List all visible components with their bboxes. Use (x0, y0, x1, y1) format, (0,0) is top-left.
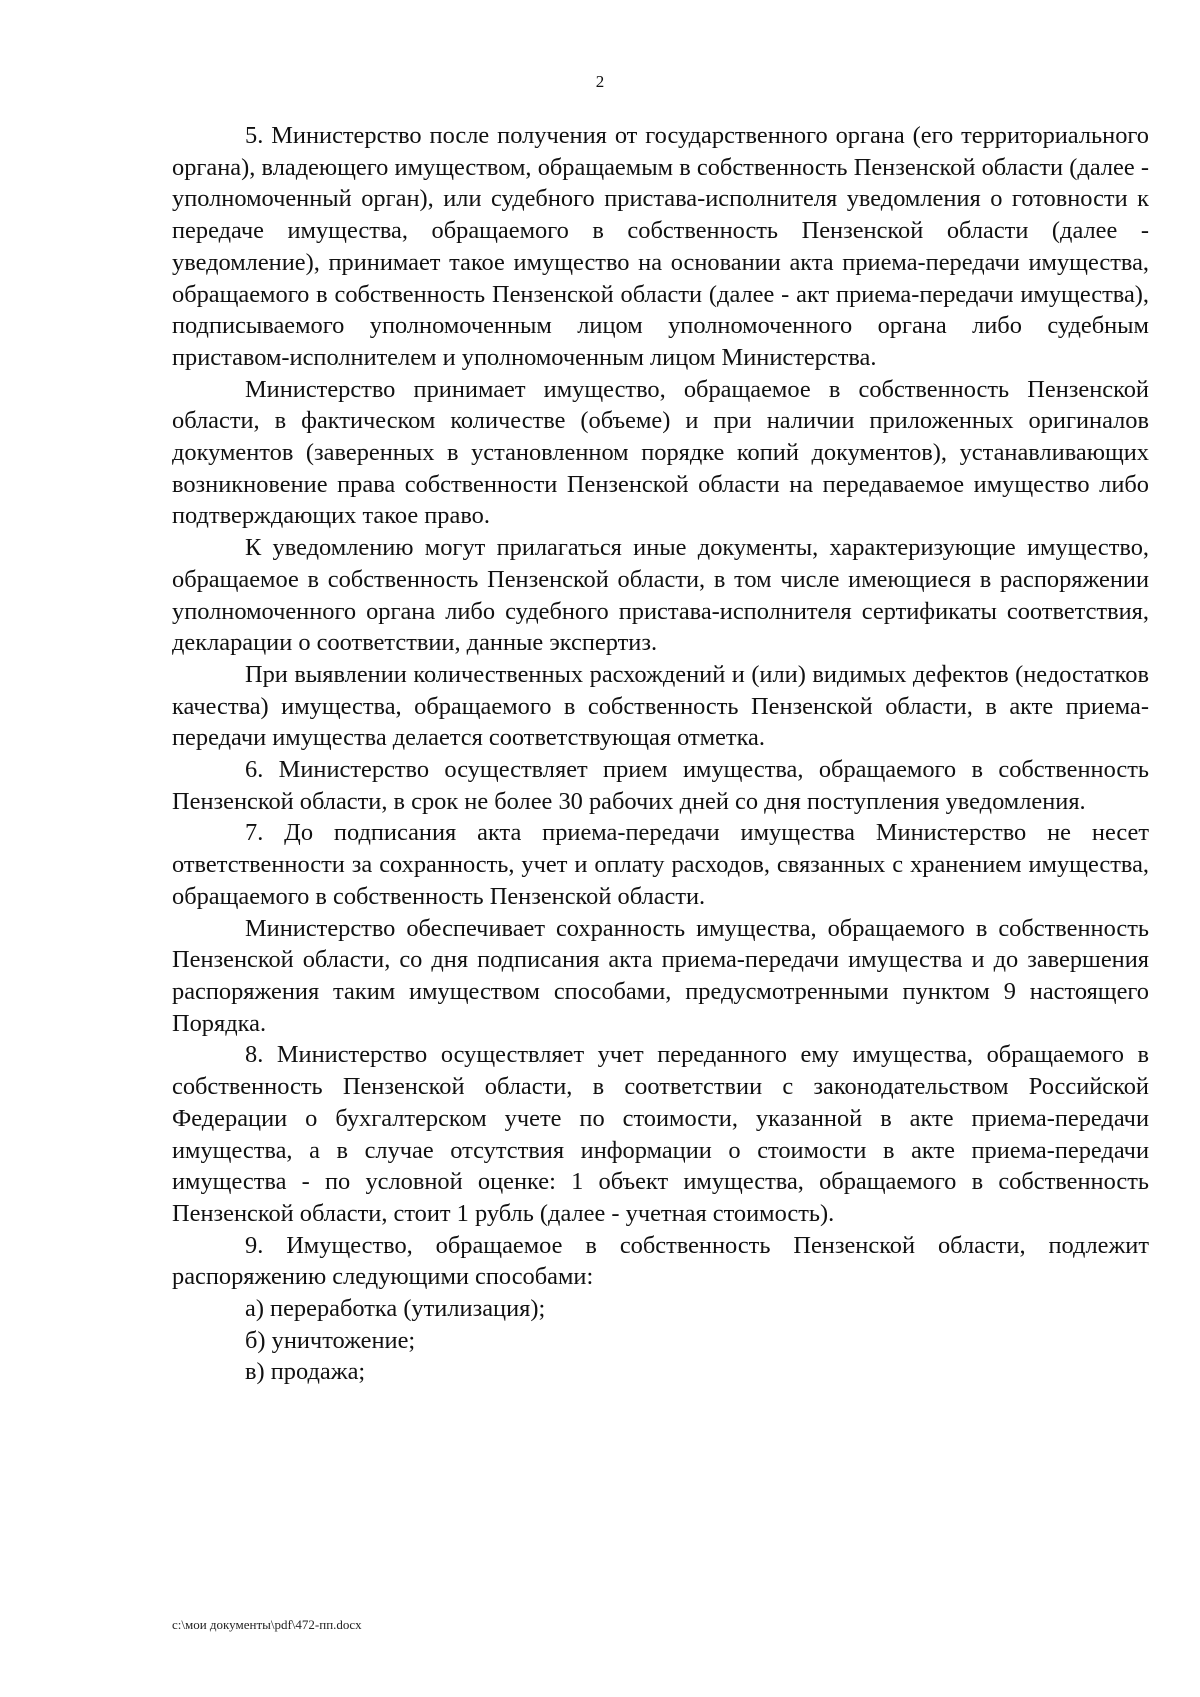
paragraph-acceptance-conditions: Министерство принимает имущество, обращаемое в собственность Пензенской области, в фактическом количестве (объеме) и при наличии приложенных оригиналов документов (заверенных в установленном порядке копий документов), устанавливающих возникновение права собственности Пензенской области на передаваемое имущество либо подтверждающих такое право. (172, 375, 1149, 530)
paragraph-discrepancies: При выявлении количественных расхождений и (или) видимых дефектов (недостатков качества) имущества, обращаемого в собственность Пензенской области, в акте приема-передачи имущества делается соответствующая отметка. (172, 660, 1149, 752)
footer-file-path: c:\мои документы\pdf\472-пп.docx (172, 1617, 362, 1632)
paragraph-item-9: 9. Имущество, обращаемое в собственность Пензенской области, подлежит распоряжению следующими способами: (172, 1231, 1149, 1291)
paragraph-item-6: 6. Министерство осуществляет прием имущества, обращаемого в собственность Пензенской области, в срок не более 30 рабочих дней со дня поступления уведомления. (172, 756, 1149, 815)
paragraph-item-5: 5. Министерство после получения от государственного органа (его территориального органа), владеющего имуществом, обращаемым в собственность Пензенской области (далее - уполномоченный орган), или судебного пристава-исполнителя уведомления о готовности к передаче имущества, обращаемого в собственность Пензенской области (далее - уведомление), принимает такое имущество на основании акта приема-передачи имущества, обращаемого в собственность Пензенской области (далее - акт приема-передачи имущества), подписываемого уполномоченным лицом уполномоченного органа либо судебным приставом-исполнителем и уполномоченным лицом Министерства. (172, 122, 1149, 371)
page-number: 2 (595, 72, 605, 91)
paragraph-item-7: 7. До подписания акта приема-передачи имущества Министерство не несет ответственности за сохранность, учет и оплату расходов, связанных с хранением имущества, обращаемого в собственность Пензенской области. (172, 819, 1149, 910)
list-item-destruction: б) уничтожение; (245, 1326, 416, 1354)
paragraph-notification-documents: К уведомлению могут прилагаться иные документы, характеризующие имущество, обращаемое в собственность Пензенской области, в том числе имеющиеся в распоряжении уполномоченного органа либо судебного пристава-исполнителя сертификаты соответствия, декларации о соответствии, данные экспертиз. (172, 534, 1149, 657)
list-item-sale: в) продажа; (245, 1358, 366, 1386)
list-item-recycling: а) переработка (утилизация); (245, 1295, 546, 1323)
document-body (172, 120, 1149, 1388)
paragraph-safekeeping: Министерство обеспечивает сохранность имущества, обращаемого в собственность Пензенской области, со дня подписания акта приема-передачи имущества и до завершения распоряжения таким имуществом способами, предусмотренными пунктом 9 настоящего Порядка. (172, 914, 1149, 1037)
paragraph-item-8: 8. Министерство осуществляет учет переданного ему имущества, обращаемого в собственность Пензенской области, в соответствии с законодательством Российской Федерации о бухгалтерском учете по стоимости, указанной в акте приема-передачи имущества, а в случае отсутствия информации о стоимости в акте приема-передачи имущества - по условной оценке: 1 объект имущества, обращаемого в собственность Пензенской области, стоит 1 рубль (далее - учетная стоимость). (172, 1041, 1149, 1227)
